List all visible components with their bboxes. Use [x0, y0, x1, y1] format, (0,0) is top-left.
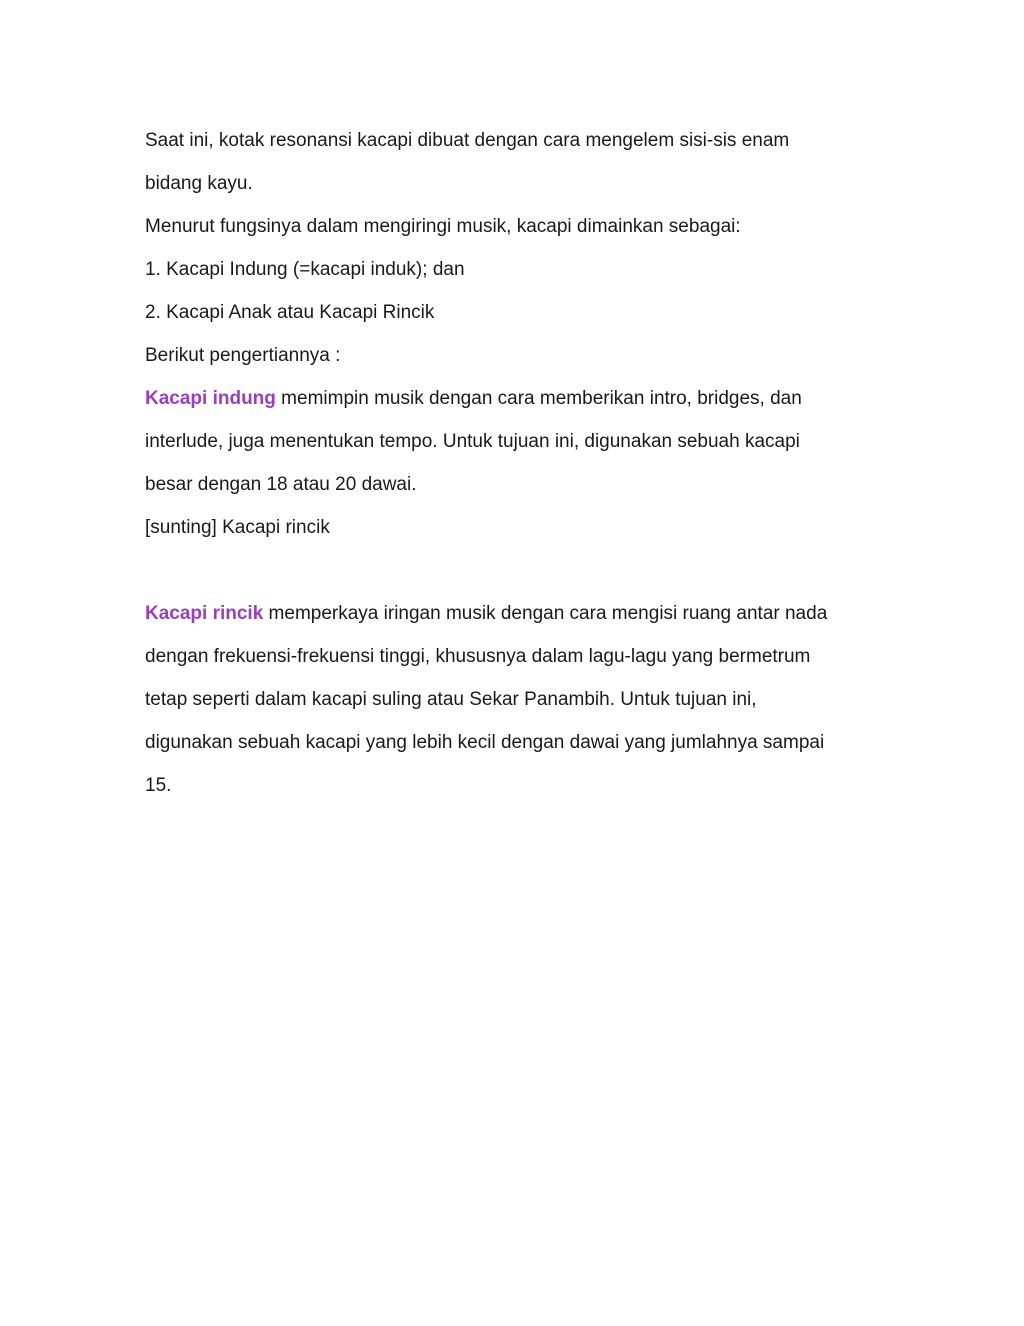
paragraph-line: bidang kayu. [145, 173, 253, 194]
rincik-line: tetap seperti dalam kacapi suling atau Sekar Panambih. Untuk tujuan ini, [145, 689, 757, 710]
blank-line [145, 549, 915, 592]
rincik-line [145, 592, 915, 635]
indung-line: interlude, juga menentukan tempo. Untuk tujuan ini, digunakan sebuah kacapi [145, 431, 800, 452]
definitions-heading: Berikut pengertiannya : [145, 345, 341, 366]
intro-line: Menurut fungsinya dalam mengiringi musik, kacapi dimainkan sebagai: [145, 216, 741, 237]
edit-section-heading: [sunting] Kacapi rincik [145, 517, 330, 538]
rincik-line: dengan frekuensi-frekuensi tinggi, khususnya dalam lagu-lagu yang bermetrum [145, 646, 811, 667]
indung-line [145, 377, 915, 420]
term-kacapi-rincik: Kacapi rincik [145, 603, 264, 624]
document-page [145, 119, 915, 807]
indung-text: memimpin musik dengan cara memberikan intro, bridges, dan [275, 388, 802, 409]
rincik-line: digunakan sebuah kacapi yang lebih kecil dengan dawai yang jumlahnya sampai [145, 732, 825, 753]
indung-line: besar dengan 18 atau 20 dawai. [145, 474, 417, 495]
rincik-text: memperkaya iringan musik dengan cara mengisi ruang antar nada [263, 603, 828, 624]
rincik-line: 15. [145, 775, 172, 796]
paragraph-line: Saat ini, kotak resonansi kacapi dibuat dengan cara mengelem sisi-sis enam [145, 130, 790, 151]
list-item: 2. Kacapi Anak atau Kacapi Rincik [145, 302, 435, 323]
list-item: 1. Kacapi Indung (=kacapi induk); dan [145, 259, 465, 280]
term-kacapi-indung: Kacapi indung [145, 388, 276, 409]
